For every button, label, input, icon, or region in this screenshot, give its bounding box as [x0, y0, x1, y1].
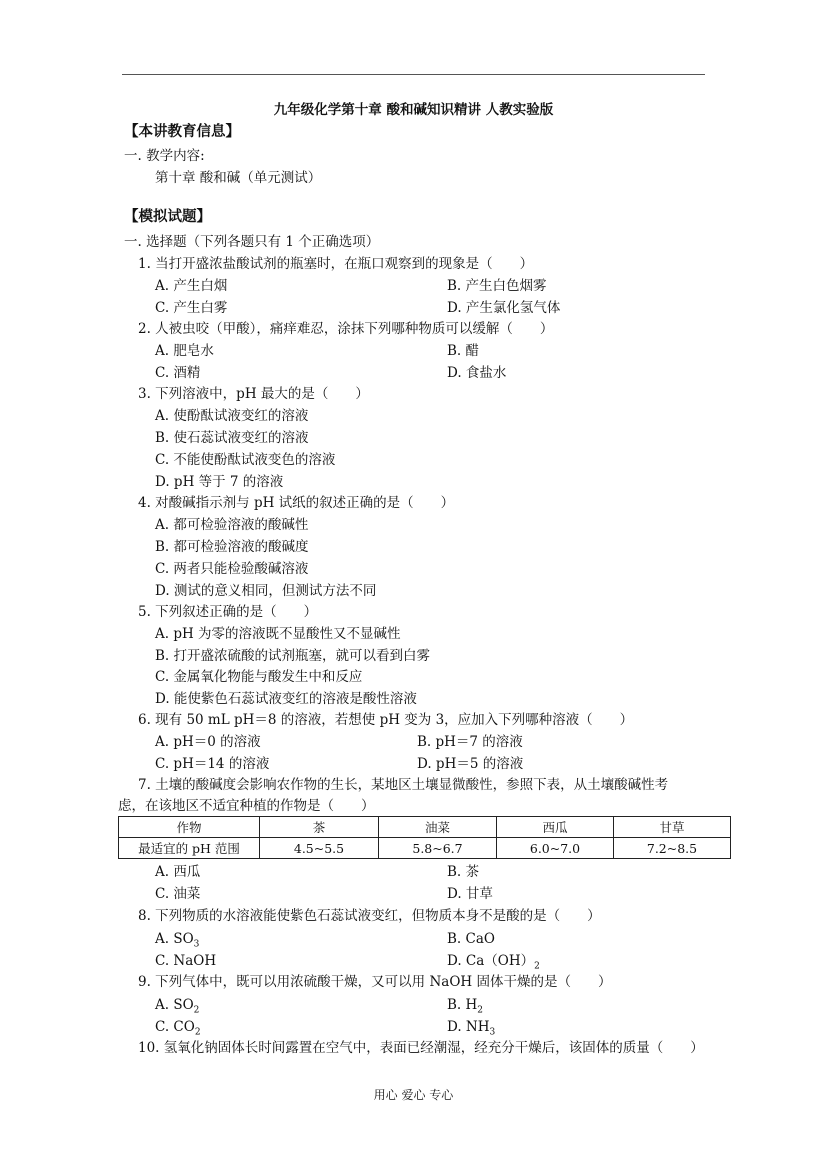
- table-cell: 甘草: [614, 817, 731, 838]
- document-title: 九年级化学第十章 酸和碱知识精讲 人教实验版: [273, 102, 554, 118]
- question-2: 2. 人被虫咬（甲酸），痛痒难忍，涂抹下列哪种物质可以缓解（ ）: [138, 321, 554, 337]
- question-5: 5. 下列叙述正确的是（ ）: [138, 604, 318, 620]
- table-cell: 5.8~6.7: [379, 838, 497, 859]
- q5-option-d: D. 能使紫色石蕊试液变红的溶液是酸性溶液: [155, 691, 417, 707]
- table-row-values: [119, 838, 731, 859]
- question-8: 8. 下列物质的水溶液能使紫色石蕊试液变红，但物质本身不是酸的是（ ）: [138, 908, 601, 924]
- q9-option-d: D. $NH_3$: [447, 1019, 496, 1038]
- q1-option-b: B. 产生白色烟雾: [447, 278, 547, 294]
- q8-option-c: C. NaOH: [155, 953, 217, 969]
- q3-option-b: B. 使石蕊试液变红的溶液: [155, 430, 309, 446]
- header-rule: [122, 74, 705, 75]
- table-cell: 4.5~5.5: [260, 838, 379, 859]
- table-row-header: [119, 817, 731, 838]
- question-3: 3. 下列溶液中，pH 最大的是（ ）: [138, 386, 369, 402]
- teaching-content-text: 第十章 酸和碱（单元测试）: [155, 170, 322, 186]
- q5-option-c: C. 金属氧化物能与酸发生中和反应: [155, 669, 363, 685]
- section-heading-info: 【本讲教育信息】: [124, 123, 240, 140]
- ph-range-table: [118, 816, 731, 859]
- q2-option-a: A. 肥皂水: [155, 343, 214, 359]
- q2-option-c: C. 酒精: [155, 365, 201, 381]
- q7-option-c: C. 油菜: [155, 886, 201, 902]
- q6-option-d: D. pH＝5 的溶液: [417, 756, 524, 772]
- question-10: 10. 氢氧化钠固体长时间露置在空气中，表面已经潮湿，经充分干燥后，该固体的质量（ ）: [138, 1040, 704, 1056]
- table-cell: 最适宜的 pH 范围: [119, 838, 260, 859]
- q5-option-b: B. 打开盛浓硫酸的试剂瓶塞，就可以看到白雾: [155, 648, 431, 664]
- q5-option-a: A. pH 为零的溶液既不显酸性又不显碱性: [155, 626, 401, 642]
- table-cell: 7.2~8.5: [614, 838, 731, 859]
- q1-option-a: A. 产生白烟: [155, 278, 228, 294]
- question-9: 9. 下列气体中，既可以用浓硫酸干燥，又可以用 NaOH 固体干燥的是（ ）: [138, 974, 612, 990]
- q3-option-c: C. 不能使酚酞试液变色的溶液: [155, 452, 336, 468]
- q9-option-c: C. $CO_2$: [155, 1019, 201, 1038]
- q4-option-c: C. 两者只能检验酸碱溶液: [155, 561, 309, 577]
- q8-option-a: A. $SO_3$: [155, 931, 200, 950]
- q6-option-a: A. pH＝0 的溶液: [155, 734, 261, 750]
- q4-option-b: B. 都可检验溶液的酸碱度: [155, 539, 309, 555]
- q6-option-b: B. pH＝7 的溶液: [417, 734, 523, 750]
- section-heading-test: 【模拟试题】: [124, 208, 211, 225]
- q1-option-d: D. 产生氯化氢气体: [447, 300, 561, 316]
- page-footer: 用心 爱心 专心: [373, 1088, 454, 1102]
- q9-option-a: A. $SO_2$: [155, 997, 200, 1016]
- question-7-line2: 虑，在该地区不适宜种植的作物是（ ）: [118, 798, 375, 814]
- q1-option-c: C. 产生白雾: [155, 300, 228, 316]
- q8-option-b: B. CaO: [447, 931, 495, 947]
- q8-option-d: D. $Ca(OH)_2$: [447, 953, 540, 972]
- q4-option-a: A. 都可检验溶液的酸碱性: [155, 517, 309, 533]
- q3-option-a: A. 使酚酞试液变红的溶液: [155, 408, 309, 424]
- q6-option-c: C. pH＝14 的溶液: [155, 756, 270, 772]
- table-cell: 作物: [119, 817, 260, 838]
- table-cell: 油菜: [379, 817, 497, 838]
- q4-option-d: D. 测试的意义相同，但测试方法不同: [155, 583, 377, 599]
- teaching-content-label: 一. 教学内容:: [124, 148, 205, 164]
- table-cell: 西瓜: [497, 817, 614, 838]
- table-cell: 茶: [260, 817, 379, 838]
- q9-option-b: B. $H_2$: [447, 997, 484, 1016]
- q7-option-a: A. 西瓜: [155, 864, 201, 880]
- q2-option-b: B. 醋: [447, 343, 480, 359]
- table-cell: 6.0~7.0: [497, 838, 614, 859]
- q7-option-d: D. 甘草: [447, 886, 493, 902]
- question-1: 1. 当打开盛浓盐酸试剂的瓶塞时，在瓶口观察到的现象是（ ）: [138, 256, 534, 272]
- question-7-line1: 7. 土壤的酸碱度会影响农作物的生长，某地区土壤显微酸性，参照下表，从土壤酸碱性考: [138, 777, 669, 793]
- q7-option-b: B. 茶: [447, 864, 480, 880]
- q2-option-d: D. 食盐水: [447, 365, 507, 381]
- choice-intro: 一. 选择题（下列各题只有 1 个正确选项）: [124, 234, 380, 250]
- question-4: 4. 对酸碱指示剂与 pH 试纸的叙述正确的是（ ）: [138, 495, 455, 511]
- question-6: 6. 现有 50 mL pH＝8 的溶液，若想使 pH 变为 3，应加入下列哪种溶液（ ）: [138, 712, 634, 728]
- q3-option-d: D. pH 等于 7 的溶液: [155, 474, 284, 490]
